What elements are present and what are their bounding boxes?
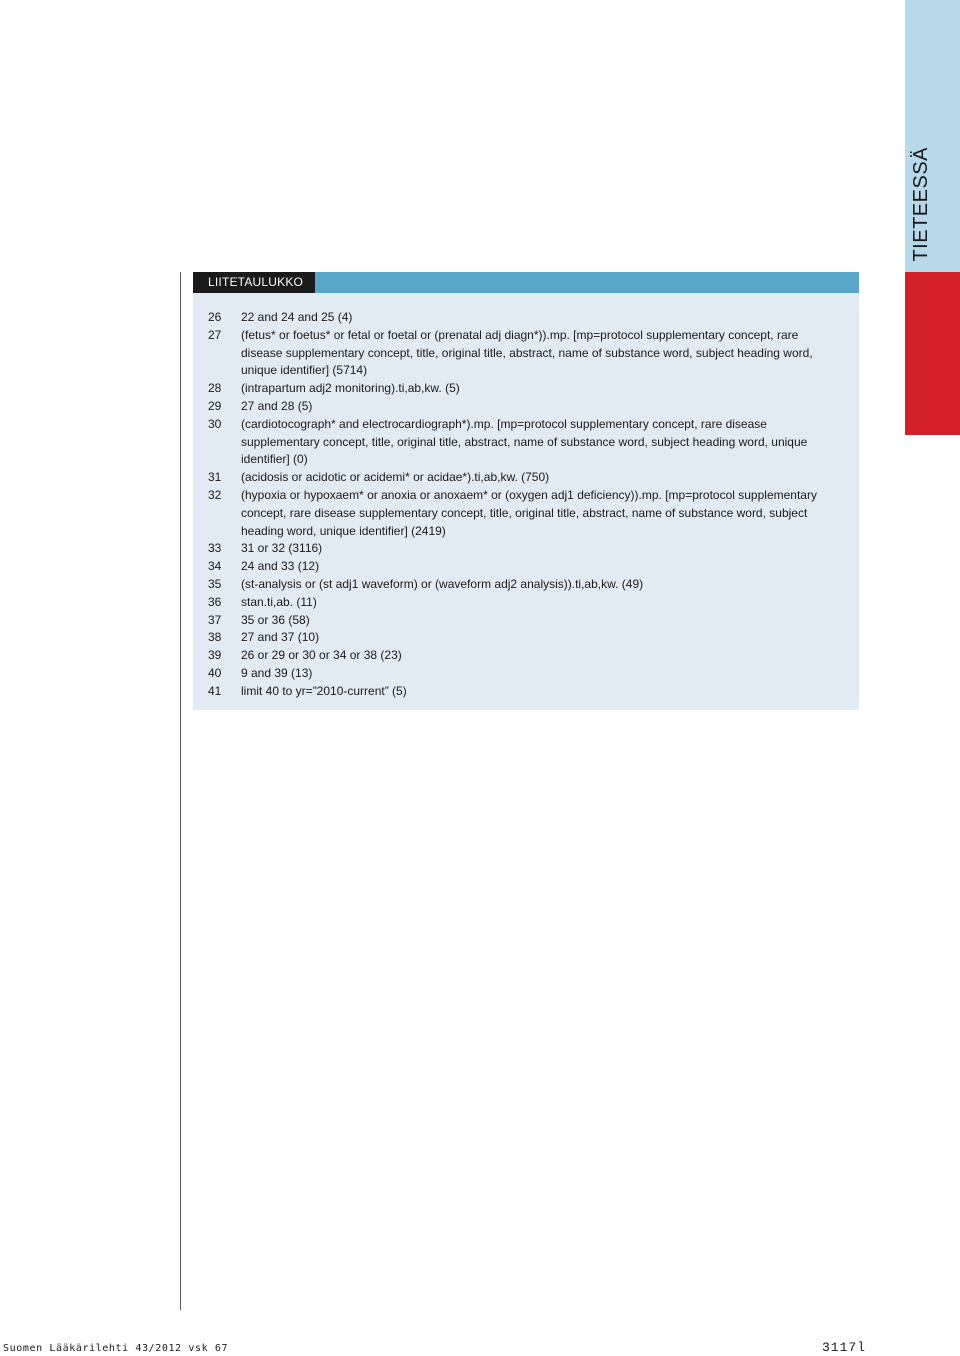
row-number: 33 — [208, 541, 222, 556]
table-row — [193, 683, 859, 701]
row-query: 24 and 33 (12) — [241, 559, 320, 574]
section-label-text: TIETEESSÄ — [910, 147, 932, 262]
row-query: 35 or 36 (58) — [241, 612, 310, 627]
row-number: 34 — [208, 559, 222, 574]
row-query: (fetus* or foetus* or fetal or foetal or (prenatal adj diagn*)).mp. [mp=protocol supplementary concept, rare disease supplementary concept, title, original title, abstract, name of substance word, subject heading word, unique identifier] (5714) — [241, 327, 813, 378]
table-row — [193, 665, 859, 683]
row-number: 28 — [208, 381, 222, 396]
table-rows — [193, 309, 859, 701]
left-rule — [180, 272, 181, 1310]
row-number: 37 — [208, 612, 222, 627]
table-title: LIITETAULUKKO — [193, 272, 315, 293]
row-query: (cardiotocograph* and electrocardiograph*).mp. [mp=protocol supplementary concept, rare disease supplementary concept, title, original title, abstract, name of substance word, subject heading word, unique identifier] (0) — [241, 416, 808, 467]
search-strategy-table — [193, 293, 859, 710]
row-number: 36 — [208, 594, 222, 609]
footer-page-number: 3117l — [822, 1340, 867, 1355]
row-query: 22 and 24 and 25 (4) — [241, 310, 353, 324]
row-query: stan.ti,ab. (11) — [241, 594, 317, 609]
row-query: (acidosis or acidotic or acidemi* or acidae*).ti,ab,kw. (750) — [241, 470, 550, 485]
row-number: 41 — [208, 683, 222, 698]
footer-journal: Suomen Lääkärilehti 43/2012 vsk 67 — [3, 1343, 229, 1354]
row-query: 31 or 32 (3116) — [241, 541, 323, 556]
table-row — [193, 416, 859, 469]
row-query: (hypoxia or hypoxaem* or anoxia or anoxaem* or (oxygen adj1 deficiency)).mp. [mp=protocol supplementary concept, rare disease supplementary concept, title, original title, abstract, name of substance word, subject heading word, unique identifier] (2419) — [241, 487, 817, 538]
table-row — [193, 398, 859, 416]
table-row — [193, 487, 859, 540]
row-number: 39 — [208, 648, 222, 663]
section-label — [906, 147, 936, 268]
table-row — [193, 647, 859, 665]
table-row — [193, 594, 859, 612]
row-number: 27 — [208, 327, 222, 342]
table-row — [193, 629, 859, 647]
table-row — [193, 540, 859, 558]
row-query: (st-analysis or (st adj1 waveform) or (waveform adj2 analysis)).ti,ab,kw. (49) — [241, 576, 644, 591]
row-number: 31 — [208, 470, 222, 485]
section-tab-red — [905, 272, 960, 435]
row-query: 9 and 39 (13) — [241, 665, 313, 680]
row-number: 38 — [208, 630, 222, 645]
row-number: 32 — [208, 487, 222, 502]
row-query: 27 and 28 (5) — [241, 398, 313, 413]
row-query: 27 and 37 (10) — [241, 630, 320, 645]
table-row — [193, 469, 859, 487]
row-query: limit 40 to yr=”2010-current” (5) — [241, 683, 407, 698]
table-header — [193, 272, 859, 293]
table-row — [193, 309, 859, 327]
row-number: 35 — [208, 576, 222, 591]
table-row — [193, 327, 859, 380]
row-number: 30 — [208, 416, 222, 431]
table-row — [193, 576, 859, 594]
table-row — [193, 612, 859, 630]
row-query: 26 or 29 or 30 or 34 or 38 (23) — [241, 648, 402, 663]
row-number: 29 — [208, 398, 222, 413]
table-row — [193, 558, 859, 576]
table-row — [193, 380, 859, 398]
row-number: 40 — [208, 665, 222, 680]
row-query: (intrapartum adj2 monitoring).ti,ab,kw. (5) — [241, 381, 460, 396]
row-number: 26 — [208, 310, 222, 324]
